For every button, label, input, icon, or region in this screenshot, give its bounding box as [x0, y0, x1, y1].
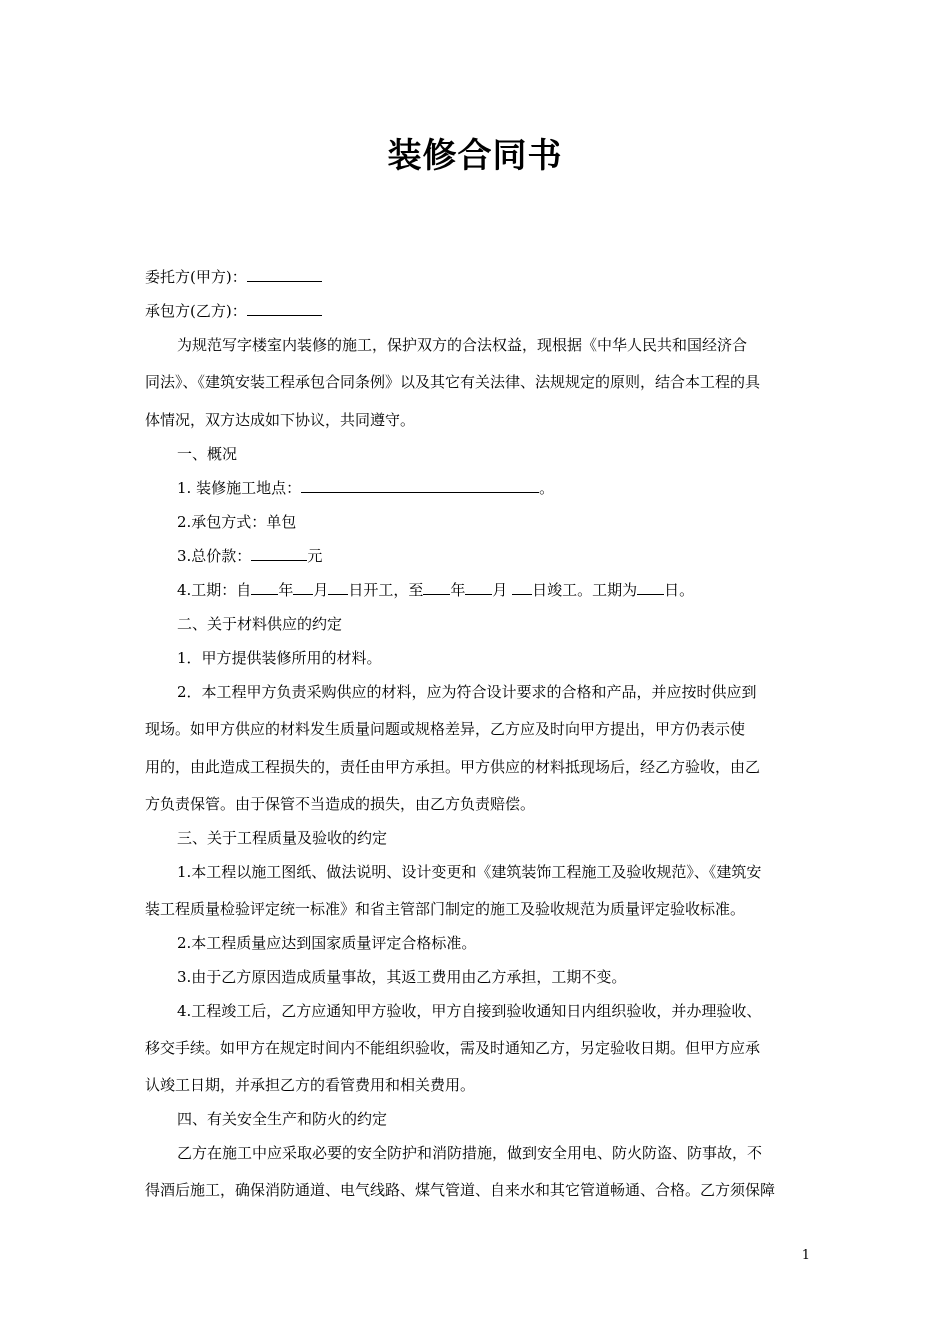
site-address-end: 。 — [539, 479, 555, 497]
duration-text-h: 日。 — [664, 581, 695, 599]
party-b-blank — [247, 301, 322, 316]
party-b-label: 承包方(乙方)： — [145, 302, 247, 320]
section-4-heading: 四、有关安全生产和防火的约定 — [177, 1110, 388, 1128]
section-1-heading: 一、概况 — [177, 445, 238, 463]
duration-blank — [637, 580, 664, 595]
duration-text-b: 年 — [278, 581, 294, 599]
site-address-blank — [301, 478, 539, 493]
section-3-p1-line-2: 装工程质量检验评定统一标准》和省主管部门制定的施工及验收规范为质量评定验收标准。 — [145, 900, 746, 918]
total-price-line — [177, 546, 810, 566]
intro-line-2: 同法》、《建筑安装工程承包合同条例》以及其它有关法律、法规规定的原则，结合本工程的具 — [145, 373, 761, 391]
total-price-label: 3.总价款： — [177, 547, 252, 565]
duration-text-d: 日开工，至 — [348, 581, 424, 599]
section-2-heading: 二、关于材料供应的约定 — [177, 615, 343, 633]
section-4-p1-line-2: 得酒后施工，确保消防通道、电气线路、煤气管道、自来水和其它管道畅通、合格。乙方须保障 — [145, 1181, 776, 1199]
duration-blank — [465, 580, 492, 595]
contract-method-line: 2.承包方式：单包 — [177, 513, 297, 531]
section-3-heading: 三、关于工程质量及验收的约定 — [177, 829, 388, 847]
duration-text-a: 4.工期：自 — [177, 581, 252, 599]
section-3-p2: 2.本工程质量应达到国家质量评定合格标准。 — [177, 934, 477, 952]
duration-text-f: 月 — [492, 581, 513, 599]
section-3-p4-line-1: 4.工程竣工后，乙方应通知甲方验收，甲方自接到验收通知日内组织验收，并办理验收、 — [177, 1002, 762, 1020]
duration-text-g: 日竣工。工期为 — [532, 581, 638, 599]
section-3-p4-line-2: 移交手续。如甲方在规定时间内不能组织验收，需及时通知乙方，另定验收日期。但甲方应承 — [145, 1039, 761, 1057]
party-a-blank — [247, 267, 322, 282]
section-3-p4-line-3: 认竣工日期，并承担乙方的看管费用和相关费用。 — [145, 1076, 476, 1094]
party-b-line — [145, 301, 810, 321]
doc-title: 装修合同书 — [387, 136, 563, 176]
intro-line-3: 体情况，双方达成如下协议，共同遵守。 — [145, 411, 416, 429]
duration-blank — [512, 580, 532, 595]
section-2-p2-line-3: 用的，由此造成工程损失的，责任由甲方承担。甲方供应的材料抵现场后，经乙方验收，由乙 — [145, 758, 761, 776]
section-3-p1-line-1: 1.本工程以施工图纸、做法说明、设计变更和《建筑装饰工程施工及验收规范》、《建筑安 — [177, 863, 762, 881]
section-4-p1-line-1: 乙方在施工中应采取必要的安全防护和消防措施，做到安全用电、防火防盗、防事故，不 — [177, 1144, 763, 1162]
party-a-label: 委托方(甲方)： — [145, 268, 247, 286]
duration-blank — [423, 580, 450, 595]
section-2-p2-line-1: 2．本工程甲方负责采购供应的材料，应为符合设计要求的合格和产品，并应按时供应到 — [177, 683, 757, 701]
intro-line-1: 为规范写字楼室内装修的施工，保护双方的合法权益，现根据《中华人民共和国经济合 — [177, 336, 748, 354]
section-2-p1: 1．甲方提供装修所用的材料。 — [177, 649, 382, 667]
duration-blank — [293, 580, 313, 595]
total-price-unit: 元 — [307, 547, 323, 565]
duration-line — [177, 580, 810, 600]
page-number: 1 — [801, 1248, 810, 1263]
section-2-p2-line-4: 方负责保管。由于保管不当造成的损失，由乙方负责赔偿。 — [145, 795, 536, 813]
section-2-p2-line-2: 现场。如甲方供应的材料发生质量问题或规格差异，乙方应及时向甲方提出，甲方仍表示使 — [145, 720, 746, 738]
duration-blank — [251, 580, 278, 595]
duration-text-c: 月 — [313, 581, 329, 599]
section-3-p3: 3.由于乙方原因造成质量事故，其返工费用由乙方承担，工期不变。 — [177, 968, 627, 986]
site-address-label: 1. 装修施工地点： — [177, 479, 302, 497]
site-address-line — [177, 478, 810, 498]
party-a-line — [145, 267, 810, 287]
duration-blank — [328, 580, 348, 595]
duration-text-e: 年 — [450, 581, 466, 599]
total-price-blank — [251, 546, 307, 561]
